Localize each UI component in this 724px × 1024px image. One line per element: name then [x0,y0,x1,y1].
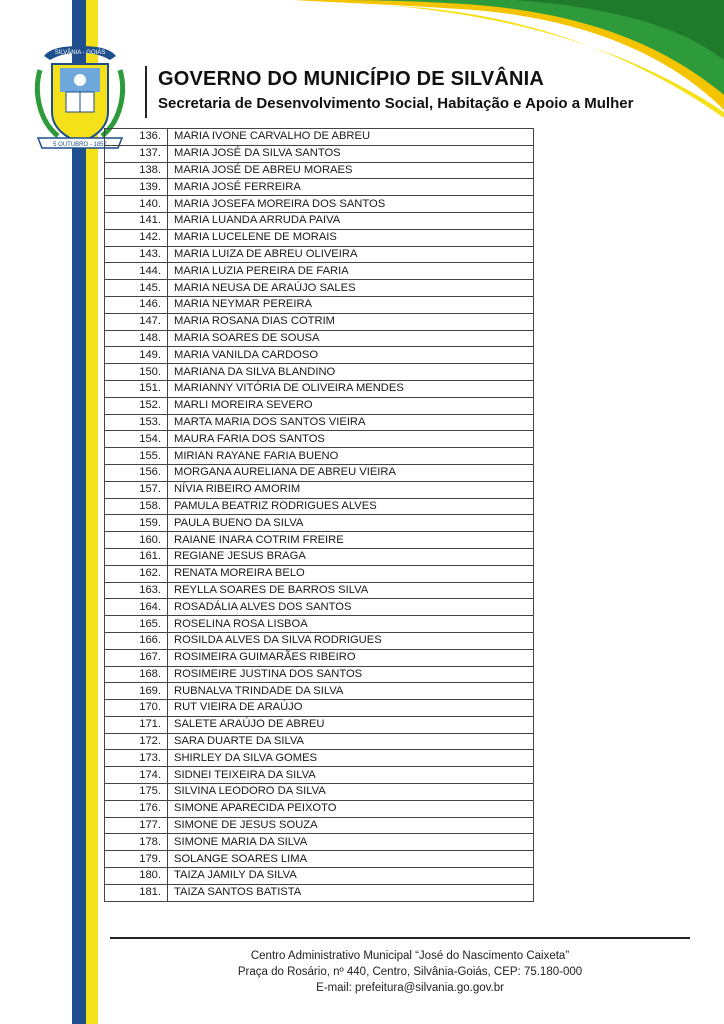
row-name: MARIA VANILDA CARDOSO [168,347,534,364]
row-number: 160. [105,532,168,549]
row-number: 137. [105,145,168,162]
row-number: 174. [105,767,168,784]
row-number: 171. [105,716,168,733]
row-number: 180. [105,868,168,885]
row-number: 179. [105,851,168,868]
row-number: 155. [105,448,168,465]
table-row [105,632,534,649]
table-row [105,599,534,616]
table-row [105,464,534,481]
row-name: MORGANA AURELIANA DE ABREU VIEIRA [168,464,534,481]
table-row [105,246,534,263]
table-row [105,532,534,549]
table-row [105,280,534,297]
table-row [105,700,534,717]
row-number: 139. [105,179,168,196]
row-number: 165. [105,616,168,633]
row-name: ROSIMEIRA GUIMARÃES RIBEIRO [168,649,534,666]
row-name: PAMULA BEATRIZ RODRIGUES ALVES [168,498,534,515]
row-name: MARIA NEUSA DE ARAÚJO SALES [168,280,534,297]
row-number: 136. [105,129,168,146]
table-row [105,498,534,515]
table-row [105,548,534,565]
row-name: MARLI MOREIRA SEVERO [168,397,534,414]
row-number: 150. [105,364,168,381]
row-number: 143. [105,246,168,263]
row-name: MARIA SOARES DE SOUSA [168,330,534,347]
footer-address-line-2: Praça do Rosário, nº 440, Centro, Silvânia-Goiás, CEP: 75.180-000 [237,966,583,978]
table-row [105,129,534,146]
row-name: MARIA LUANDA ARRUDA PAIVA [168,212,534,229]
row-number: 158. [105,498,168,515]
table-row [105,616,534,633]
row-name: MARIA LUZIA PEREIRA DE FARIA [168,263,534,280]
row-name: MARIANNY VITÓRIA DE OLIVEIRA MENDES [168,380,534,397]
row-name: SIMONE APARECIDA PEIXOTO [168,800,534,817]
row-name: ROSILDA ALVES DA SILVA RODRIGUES [168,632,534,649]
row-name: SOLANGE SOARES LIMA [168,851,534,868]
row-number: 152. [105,397,168,414]
table-row [105,347,534,364]
table-row [105,683,534,700]
table-row [105,817,534,834]
footer-address-line-1: Centro Administrativo Municipal “José do Nascimento Caixeta” [250,950,570,962]
row-name: RAIANE INARA COTRIM FREIRE [168,532,534,549]
row-number: 151. [105,380,168,397]
page-subtitle: Secretaria de Desenvolvimento Social, Habitação e Apoio a Mulher [158,95,634,112]
row-name: MARIA JOSEFA MOREIRA DOS SANTOS [168,196,534,213]
svg-text:SILVÂNIA - GOIÁS: SILVÂNIA - GOIÁS [54,50,106,56]
table-row [105,750,534,767]
row-number: 172. [105,733,168,750]
row-name: NÍVIA RIBEIRO AMORIM [168,481,534,498]
row-name: MARTA MARIA DOS SANTOS VIEIRA [168,414,534,431]
row-name: MAURA FARIA DOS SANTOS [168,431,534,448]
row-name: ROSIMEIRE JUSTINA DOS SANTOS [168,666,534,683]
row-number: 140. [105,196,168,213]
row-number: 144. [105,263,168,280]
row-number: 163. [105,582,168,599]
row-name: RENATA MOREIRA BELO [168,565,534,582]
svg-text:5 OUTUBRO - 1857: 5 OUTUBRO - 1857 [53,142,107,148]
row-name: MARIA JOSÉ FERREIRA [168,179,534,196]
row-number: 153. [105,414,168,431]
row-number: 177. [105,817,168,834]
table-row [105,800,534,817]
table-row [105,565,534,582]
row-number: 149. [105,347,168,364]
row-name: RUBNALVA TRINDADE DA SILVA [168,683,534,700]
table-row [105,716,534,733]
row-name: SARA DUARTE DA SILVA [168,733,534,750]
table-row [105,229,534,246]
header-divider [145,66,147,118]
table-row [105,145,534,162]
table-row [105,380,534,397]
row-number: 157. [105,481,168,498]
row-number: 156. [105,464,168,481]
table-row [105,263,534,280]
row-name: SIMONE MARIA DA SILVA [168,834,534,851]
table-row [105,767,534,784]
table-row [105,884,534,901]
table-row [105,330,534,347]
table-row [105,212,534,229]
row-name: MARIA LUCELENE DE MORAIS [168,229,534,246]
table-row [105,364,534,381]
row-name: MIRIAN RAYANE FARIA BUENO [168,448,534,465]
row-name: SHIRLEY DA SILVA GOMES [168,750,534,767]
table-row [105,851,534,868]
row-name: ROSADÁLIA ALVES DOS SANTOS [168,599,534,616]
row-name: TAIZA JAMILY DA SILVA [168,868,534,885]
table-row [105,733,534,750]
footer-divider [110,937,690,939]
table-row [105,162,534,179]
table-row [105,448,534,465]
row-number: 161. [105,548,168,565]
page-title: GOVERNO DO MUNICÍPIO DE SILVÂNIA [158,68,545,90]
row-number: 146. [105,296,168,313]
table-row [105,179,534,196]
table-row [105,296,534,313]
table-row [105,515,534,532]
row-number: 162. [105,565,168,582]
row-number: 166. [105,632,168,649]
row-name: MARIA ROSANA DIAS COTRIM [168,313,534,330]
row-name: ROSELINA ROSA LISBOA [168,616,534,633]
row-number: 175. [105,784,168,801]
table-row [105,666,534,683]
row-name: PAULA BUENO DA SILVA [168,515,534,532]
row-name: MARIA JOSÉ DA SILVA SANTOS [168,145,534,162]
table-row [105,397,534,414]
row-number: 154. [105,431,168,448]
row-number: 170. [105,700,168,717]
row-number: 147. [105,313,168,330]
row-name: SIMONE DE JESUS SOUZA [168,817,534,834]
table-row [105,196,534,213]
row-name: TAIZA SANTOS BATISTA [168,884,534,901]
row-number: 173. [105,750,168,767]
row-number: 164. [105,599,168,616]
table-row [105,868,534,885]
row-number: 159. [105,515,168,532]
row-name: MARIA NEYMAR PEREIRA [168,296,534,313]
row-number: 181. [105,884,168,901]
row-name: SALETE ARAÚJO DE ABREU [168,716,534,733]
row-number: 145. [105,280,168,297]
row-name: SIDNEI TEIXEIRA DA SILVA [168,767,534,784]
beneficiary-table [104,128,534,902]
table-row [105,431,534,448]
row-name: MARIA IVONE CARVALHO DE ABREU [168,129,534,146]
row-name: MARIA LUIZA DE ABREU OLIVEIRA [168,246,534,263]
row-name: REYLLA SOARES DE BARROS SILVA [168,582,534,599]
table-row [105,313,534,330]
table-row [105,649,534,666]
row-number: 138. [105,162,168,179]
row-name: MARIA JOSÉ DE ABREU MORAES [168,162,534,179]
row-number: 167. [105,649,168,666]
row-number: 176. [105,800,168,817]
row-number: 169. [105,683,168,700]
footer-email: E-mail: prefeitura@silvania.go.gov.br [316,982,504,994]
table-row [105,414,534,431]
row-name: MARIANA DA SILVA BLANDINO [168,364,534,381]
table-row [105,582,534,599]
row-number: 178. [105,834,168,851]
row-number: 141. [105,212,168,229]
table-row [105,481,534,498]
row-number: 148. [105,330,168,347]
row-name: REGIANE JESUS BRAGA [168,548,534,565]
row-name: SILVINA LEODORO DA SILVA [168,784,534,801]
table-row [105,784,534,801]
row-number: 142. [105,229,168,246]
footer [110,948,710,996]
row-name: RUT VIEIRA DE ARAÚJO [168,700,534,717]
table-row [105,834,534,851]
row-number: 168. [105,666,168,683]
